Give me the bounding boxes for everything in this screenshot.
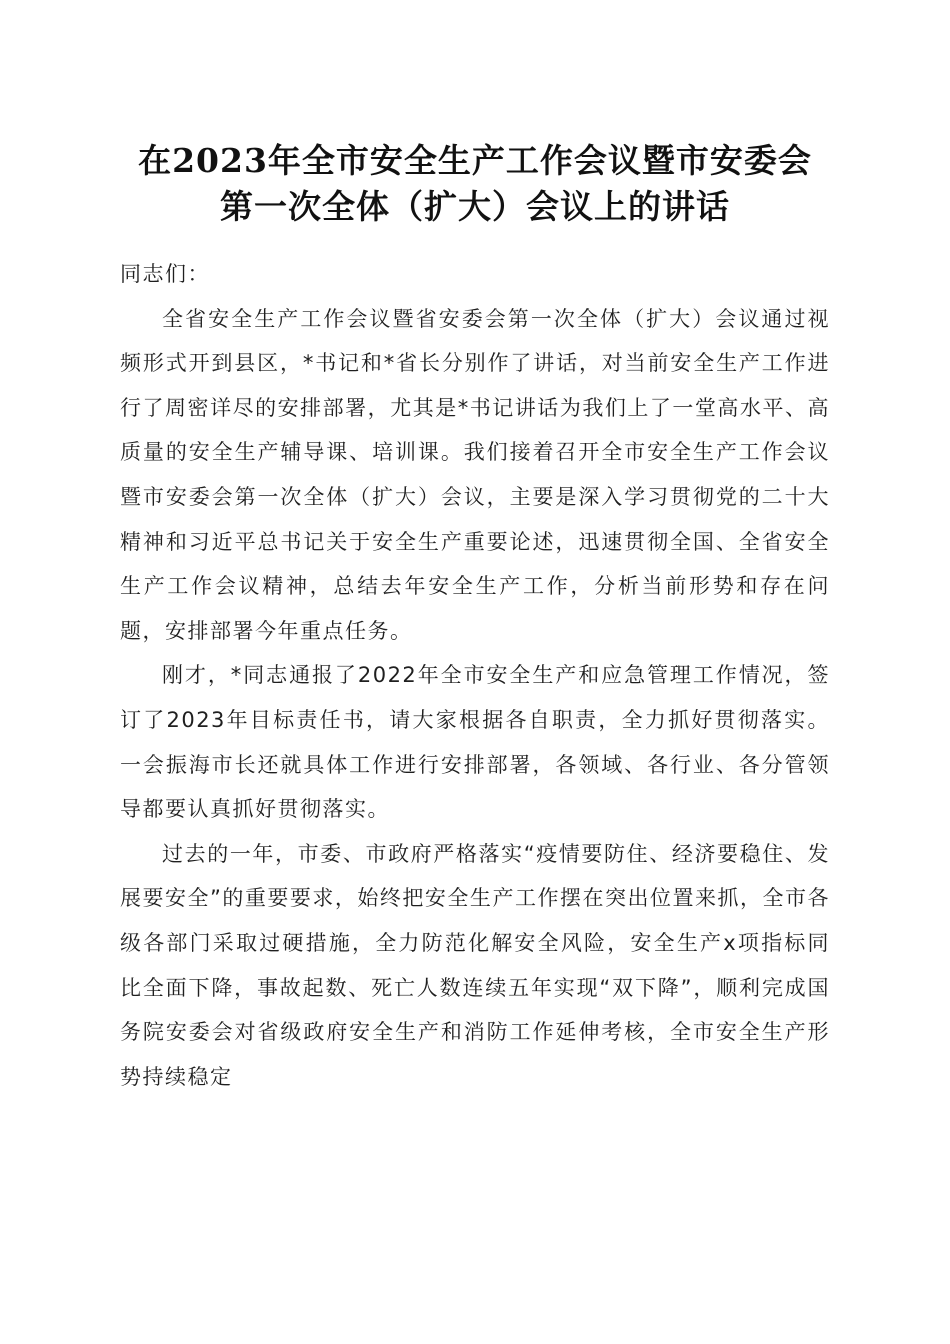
document-title-line-2: 第一次全体（扩大）会议上的讲话: [220, 187, 730, 226]
document-body: [120, 252, 830, 1099]
document-title-line-1: 在2023年全市安全生产工作会议暨市安委会: [138, 141, 812, 180]
paragraph-2: 刚才，*同志通报了2022年全市安全生产和应急管理工作情况，签订了2023年目标责任书，请大家根据各自职责，全力抓好贯彻落实。一会振海市长还就具体工作进行安排部署，各领域、各行业、各分管领导都要认真抓好贯彻落实。: [120, 663, 830, 822]
paragraph-1: 全省安全生产工作会议暨省安委会第一次全体（扩大）会议通过视频形式开到县区，*书记和*省长分别作了讲话，对当前安全生产工作进行了周密详尽的安排部署，尤其是*书记讲话为我们上了一堂高水平、高质量的安全生产辅导课、培训课。我们接着召开全市安全生产工作会议暨市安委会第一次全体（扩大）会议，主要是深入学习贯彻党的二十大精神和习近平总书记关于安全生产重要论述，迅速贯彻全国、全省安全生产工作会议精神，总结去年安全生产工作，分析当前形势和存在问题，安排部署今年重点任务。: [120, 306, 830, 643]
paragraph-3: 过去的一年，市委、市政府严格落实“疫情要防住、经济要稳住、发展要安全”的重要要求，始终把安全生产工作摆在突出位置来抓，全市各级各部门采取过硬措施，全力防范化解安全风险，安全生产x项指标同比全面下降，事故起数、死亡人数连续五年实现“双下降”，顺利完成国务院安委会对省级政府安全生产和消防工作延伸考核，全市安全生产形势持续稳定: [120, 841, 830, 1089]
greeting: 同志们：: [120, 262, 210, 286]
